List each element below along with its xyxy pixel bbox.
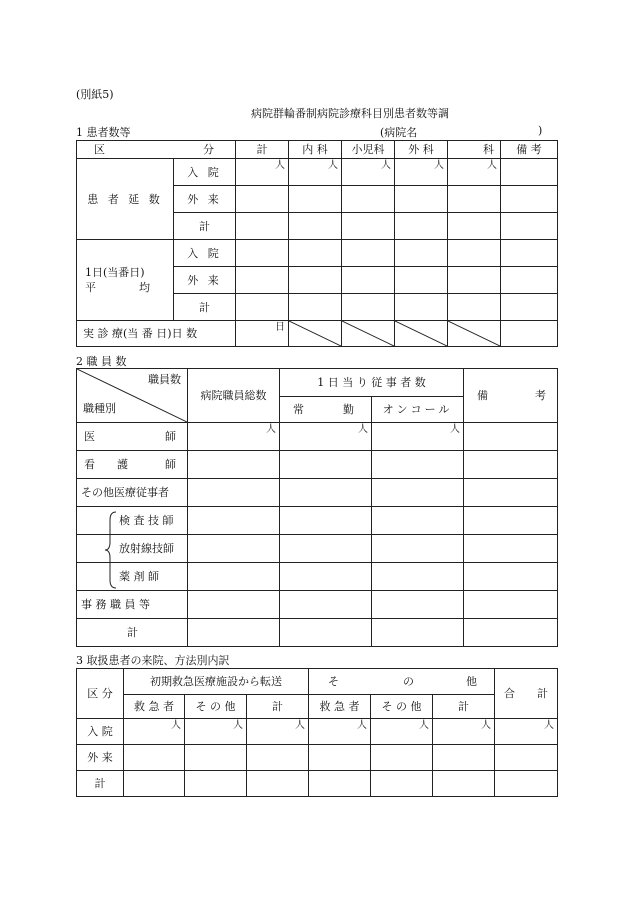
row-nurse: 看 護 師	[77, 451, 188, 479]
header-remarks: 備 考	[464, 369, 558, 423]
cell-unit: 人	[188, 423, 280, 451]
row-pharmacist: 薬 剤 師	[77, 563, 188, 591]
row-staff-total: 計	[77, 619, 188, 647]
row-inpatient: 入 院	[174, 159, 236, 186]
row-outpatient: 外 来	[77, 745, 124, 771]
header-total-staff: 病院職員総数	[188, 369, 280, 423]
header-primary-transfer: 初期救急医療施設から転送	[124, 669, 309, 695]
hospital-name-label: (病院名	[380, 126, 418, 139]
diagonal-cell	[289, 321, 342, 347]
row-doctor: 医 師	[77, 423, 188, 451]
cell-unit: 人	[372, 423, 464, 451]
cell-unit: 人	[433, 719, 495, 745]
section1-heading: 1 患者数等	[76, 126, 131, 139]
header-remarks: 備 考	[501, 141, 558, 159]
cell-unit: 人	[185, 719, 247, 745]
attachment-label: (別紙5)	[76, 88, 114, 101]
sub-emergency: 救 急 者	[124, 695, 185, 719]
row-subtotal: 計	[174, 294, 236, 321]
row-subtotal: 計	[174, 213, 236, 240]
cell-unit: 人	[309, 719, 371, 745]
row-other-medical: その他医療従事者	[77, 479, 188, 507]
cell-empty	[501, 159, 558, 186]
row-outpatient: 外 来	[174, 186, 236, 213]
header-pediatrics: 小児科	[342, 141, 395, 159]
header-internal: 内 科	[289, 141, 342, 159]
diagonal-cell	[395, 321, 448, 347]
cell-unit: 人	[342, 159, 395, 186]
row-office-staff: 事 務 職 員 等	[77, 591, 188, 619]
patients-table	[76, 140, 558, 347]
cell-unit: 人	[395, 159, 448, 186]
arrival-table	[76, 668, 558, 797]
row-outpatient: 外 来	[174, 267, 236, 294]
cell-unit: 人	[448, 159, 501, 186]
row-total: 計	[77, 771, 124, 797]
header-other-dept: 科	[448, 141, 501, 159]
header-kubun: 区 分	[77, 141, 236, 159]
cell-unit: 人	[495, 719, 558, 745]
header-total: 計	[236, 141, 289, 159]
header-daily-staff: 1 日 当 り 従 事 者 数	[280, 369, 464, 397]
header-surgery: 外 科	[395, 141, 448, 159]
cell-unit: 人	[124, 719, 185, 745]
section2-heading: 2 職 員 数	[76, 355, 127, 368]
header-other: そ の 他	[309, 669, 495, 695]
cell-unit-day: 日	[236, 321, 289, 347]
group-brace	[104, 508, 120, 592]
sub-emergency: 救 急 者	[309, 695, 371, 719]
sub-total: 計	[433, 695, 495, 719]
cell-unit: 人	[289, 159, 342, 186]
sub-other: そ の 他	[371, 695, 433, 719]
staff-table	[76, 368, 558, 647]
header-kubun: 区 分	[77, 669, 124, 719]
header-oncall: オンコール	[372, 397, 464, 423]
cell-unit: 人	[236, 159, 289, 186]
hospital-name-close: )	[538, 124, 543, 137]
row-inpatient: 入 院	[77, 719, 124, 745]
diagonal-cell	[342, 321, 395, 347]
cell-unit: 人	[247, 719, 309, 745]
diagonal-cell	[448, 321, 501, 347]
cell-unit: 人	[280, 423, 372, 451]
row-actual-days: 実 診 療(当 番 日)日 数	[77, 321, 236, 347]
corner-diagonal-cell: 職員数 職種別	[77, 369, 188, 423]
sub-total: 計	[247, 695, 309, 719]
document-title: 病院群輪番制病院診療科目別患者数等調	[251, 107, 449, 120]
group-patient-days: 患 者 延 数	[77, 159, 174, 240]
row-radiology-tech: 放射線技師	[77, 535, 188, 563]
group-daily-average: 1日(当番日) 平 均	[77, 240, 174, 321]
row-lab-tech: 検 査 技 師	[77, 507, 188, 535]
cell-empty	[501, 321, 558, 347]
cell-unit: 人	[371, 719, 433, 745]
section3-heading: 3 取扱患者の来院、方法別内訳	[76, 654, 230, 667]
row-inpatient: 入 院	[174, 240, 236, 267]
header-regular: 常 勤	[280, 397, 372, 423]
header-grand-total: 合 計	[495, 669, 558, 719]
sub-other: そ の 他	[185, 695, 247, 719]
